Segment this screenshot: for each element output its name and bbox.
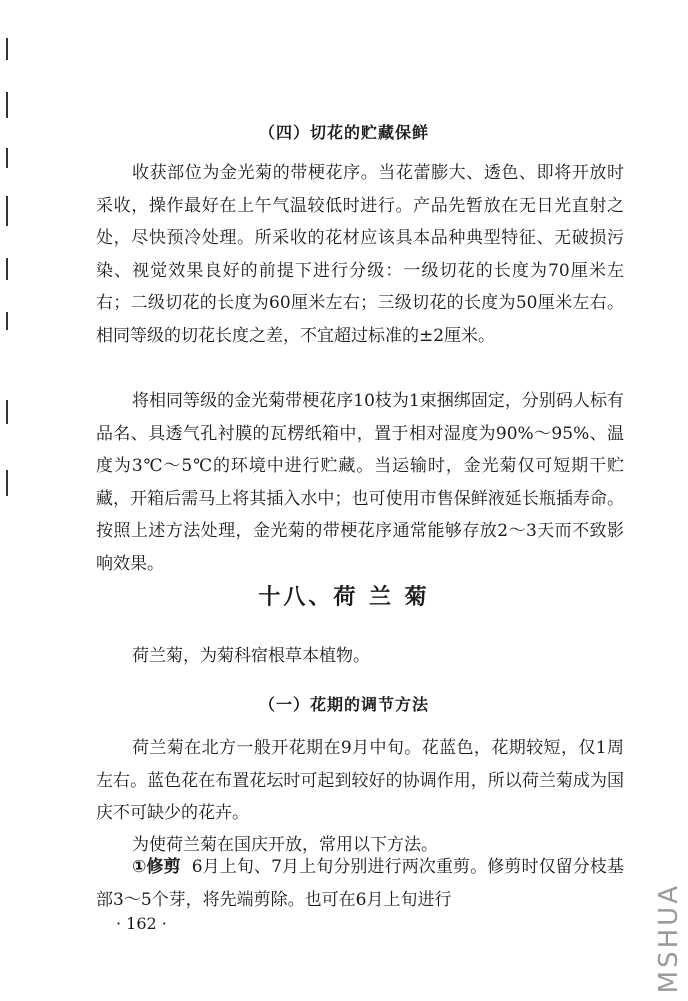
binding-mark xyxy=(6,196,8,226)
list-item-text: 6月上旬、7月上旬分别进行两次重剪。修剪时仅留分枝基部3～5个芽，将先端剪除。也可在6月上旬进行 xyxy=(96,857,624,910)
paragraph-flowering: 荷兰菊在北方一般开花期在9月中旬。花蓝色，花期较短，仅1周左右。蓝色花在布置花坛时可起到较好的协调作用，所以荷兰菊成为国庆不可缺少的花卉。 xyxy=(96,738,624,823)
watermark: MSHUA xyxy=(654,882,684,993)
binding-mark xyxy=(6,92,8,118)
chapter-intro: 荷兰菊，为菊科宿根草本植物。 xyxy=(132,646,370,666)
list-item-pruning xyxy=(96,851,624,916)
chapter-title: 十八、荷 兰 菊 xyxy=(258,585,430,610)
list-item-label: ①修剪 xyxy=(132,857,181,877)
binding-mark xyxy=(6,470,8,496)
binding-mark xyxy=(6,38,8,60)
section-heading-flowering: （一）花期的调节方法 xyxy=(258,695,429,714)
section-heading-storage: （四）切花的贮藏保鲜 xyxy=(258,123,429,142)
paragraph-harvest: 收获部位为金光菊的带梗花序。当花蕾膨大、透色、即将开放时采收，操作最好在上午气温较低时进行。产品先暂放在无日光直射之处，尽快预冷处理。所采收的花材应该具本品种典型特征、无破损污染、视觉效果良好的前提下进行分级：一级切花的长度为70厘米左右；二级切花的长度为60厘米左右；三级切花的长度为50厘米左右。相同等级的切花长度之差，不宜超过标准的±2厘米。 xyxy=(96,163,624,346)
paragraph-packing: 将相同等级的金光菊带梗花序10枝为1束捆绑固定，分别码人标有品名、具透气孔衬膜的瓦楞纸箱中，置于相对湿度为90%～95%、温度为3℃～5℃的环境中进行贮藏。当运输时，金光菊仅可短期干贮藏，开箱后需马上将其插入水中；也可使用市售保鲜液延长瓶插寿命。按照上述方法处理，金光菊的带梗花序通常能够存放2～3天而不致影响效果。 xyxy=(96,391,624,574)
binding-mark xyxy=(6,258,8,280)
page-number: · 162 · xyxy=(116,914,167,933)
binding-mark xyxy=(6,312,8,330)
paragraph-methods-intro: 为使荷兰菊在国庆开放，常用以下方法。 xyxy=(132,835,438,855)
binding-mark xyxy=(6,400,8,424)
binding-mark xyxy=(6,148,8,168)
